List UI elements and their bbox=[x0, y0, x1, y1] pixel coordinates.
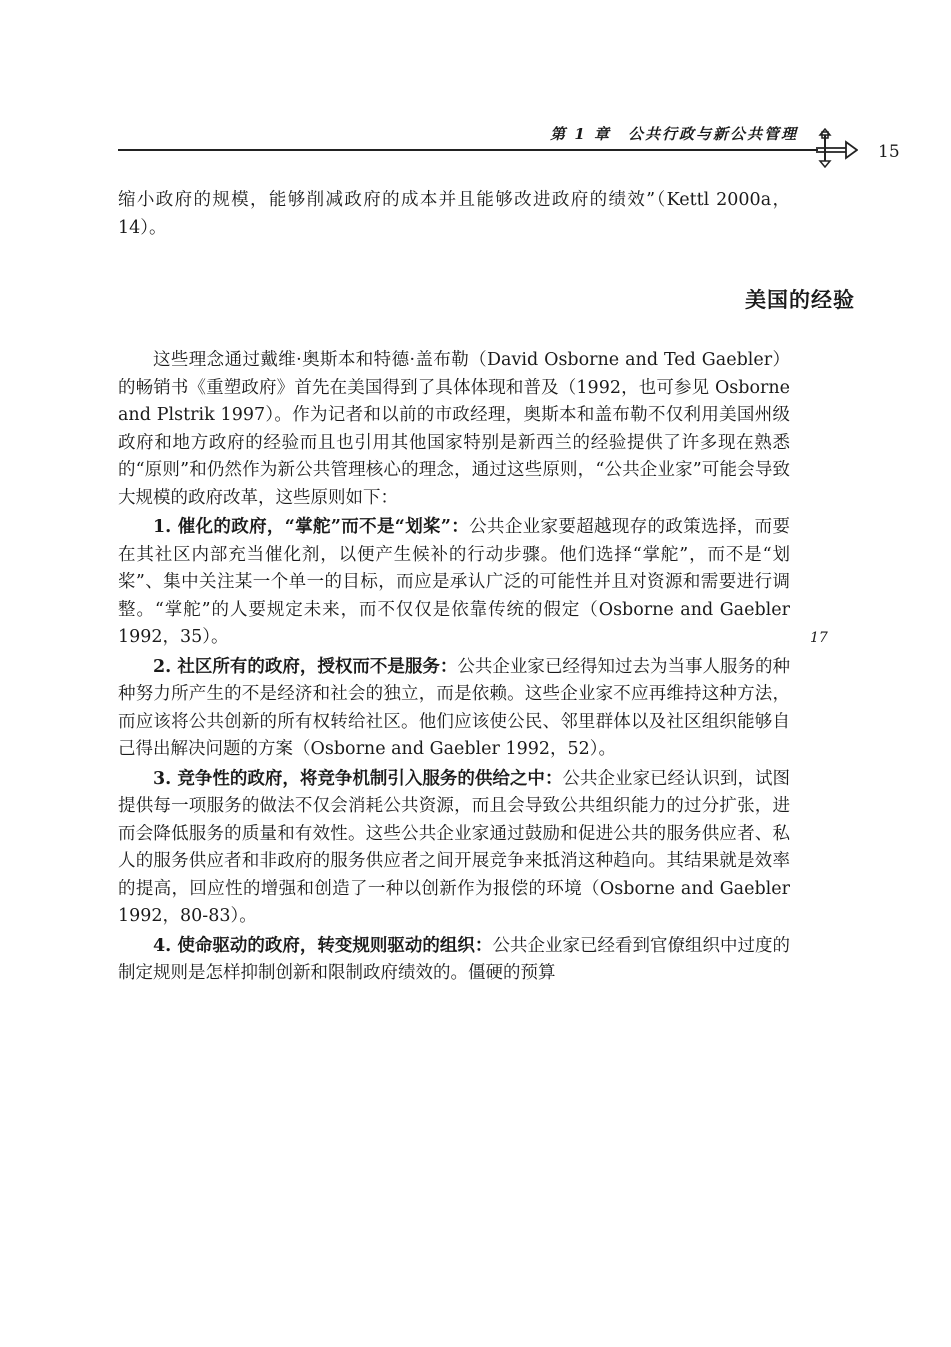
principle-paragraph bbox=[118, 766, 790, 931]
intro-paragraph: 这些理念通过戴维·奥斯本和特德·盖布勒（David Osborne and Ted Gaebler）的畅销书《重塑政府》首先在美国得到了具体体现和普及（1992，也可参见 Osborne and Plstrik 1997）。作为记者和以前的市政经理，奥斯本和盖布勒不仅利用美国州级政府和地方政府的经验而且也引用其他国家特别是新西兰的经验提供了许多现在熟悉的“原则”和仍然作为新公共管理核心的理念，通过这些原则，“公共企业家”可能会导致大规模的政府改革，这些原则如下： bbox=[118, 350, 790, 508]
principle-heading: 4. 使命驱动的政府，转变规则驱动的组织： bbox=[153, 935, 493, 956]
principle-text: 公共企业家已经得知过去为当事人服务的种种努力所产生的不是经济和社会的独立，而是依赖。这些企业家不应再维持这种方法，而应该将公共创新的所有权转给社区。他们应该使公民、邻里群体以及社区组织能够自己得出解决问题的方案（Osborne and Gaebler 1992，52）。 bbox=[118, 656, 790, 759]
header-rule bbox=[118, 149, 818, 151]
principle-text: 公共企业家要超越现存的政策选择，而要在其社区内部充当催化剂，以便产生候补的行动步骤。他们选择“掌舵”，而不是“划桨”、集中关注某一个单一的目标，而应是承认广泛的可能性并且对资源和需要进行调整。“掌舵”的人要规定未来，而不仅仅是依靠传统的假定（Osborne and Gaebler 1992，35）。 bbox=[118, 517, 790, 647]
running-title: 第 1 章 公共行政与新公共管理 bbox=[550, 125, 798, 143]
principle-paragraph bbox=[118, 933, 790, 988]
principle-heading: 2. 社区所有的政府，授权而不是服务： bbox=[153, 656, 458, 677]
principle-heading: 3. 竞争性的政府，将竞争机制引入服务的供给之中： bbox=[153, 768, 563, 789]
continued-paragraph: 缩小政府的规模，能够削减政府的成本并且能够改进政府的绩效”（Kettl 2000a，14）。 bbox=[118, 190, 790, 238]
principle-text: 公共企业家已经看到官僚组织中过度的制定规则是怎样抑制创新和限制政府绩效的。僵硬的预算 bbox=[118, 935, 790, 983]
running-header bbox=[118, 118, 838, 158]
principle-paragraph bbox=[118, 654, 790, 764]
page-number: 15 bbox=[878, 142, 900, 162]
principle-heading: 1. 催化的政府，“掌舵”而不是“划桨”： bbox=[153, 517, 470, 537]
principle-paragraph bbox=[118, 514, 790, 652]
principle-text: 公共企业家已经认识到，试图提供每一项服务的做法不仅会消耗公共资源，而且会导致公共组织能力的过分扩张，进而会降低服务的质量和有效性。这些公共企业家通过鼓励和促进公共的服务供应者、私人的服务供应者和非政府的服务供应者之间开展竞争来抵消这种趋向。其结果就是效率的提高，回应性的增强和创造了一种以创新作为报偿的环境（Osborne and Gaebler 1992，80-83）。 bbox=[118, 768, 790, 926]
margin-page-reference: 17 bbox=[810, 630, 828, 646]
section-title: 美国的经验 bbox=[745, 287, 855, 312]
section-body bbox=[118, 347, 790, 988]
four-way-arrow-icon bbox=[814, 128, 858, 168]
